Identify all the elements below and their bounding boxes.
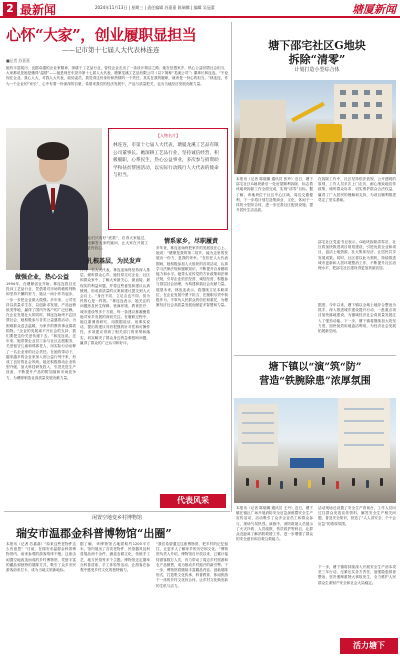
column-divider (231, 22, 232, 512)
right-top-headline-2: 拆除“清零” (288, 53, 346, 66)
page-number: 2 (3, 2, 17, 16)
lead-column-2-top: 了企业们只有好“底数”，后得大家能过，林连连解答大家的疑问，让大家在开展工作中更有信心。 (80, 236, 148, 250)
bottom-column-1: 本报讯（记者 苏嘉嘉）“原来这些老物件这么有意思！”日前，在瑞安市温郡金科普博物馆内，前来参观的游客络绎不绝。这座由闲置空地改造而成的乡村博物馆，凭借丰富的藏品和独特的展陈方式，吸引了众多市民游客前来打卡，成为当地文旅新地标。 (6, 542, 76, 573)
bottom-headline: 瑞安市温郡金科普博物馆“出圈” (16, 527, 172, 540)
right-mid-column-2a: 活动现场还设置了安全生产咨询台，工作人员向过往群众发放宣传资料，解答安全生产相关问题，普及安全知识，营造了“人人讲安全、个个会应急”的浓厚氛围。 (318, 506, 396, 526)
issue-meta: 2024年11月13日 | 星期三 | 责任编辑 苏嘉嘉 陈瑞娜 | 编辑 吴冠蕾 (95, 5, 215, 10)
drill-photo (234, 398, 396, 503)
profile-card-text: 林连连，市第十七届人大代表，塘厦龙溪工艺品有限公司董事长。她深耕工艺品行业，坚持诚信经营，积极履职，心系民生，热心公益事业，多次参与捐资助学和扶贫帮困活动，以实际行动践行人大代表的使命与担当。 (113, 143, 219, 178)
right-top-column-2c: 据悉，今年以来，塘下镇以全域土地综合整治为抓手，深入推进城乡建设提升行动，一批重点项目加快落地建设，为镇域经济社会高质量发展注入了强劲动能。下一步，塘下镇将继续加大攻坚力度，加快低效用地盘活利用，为经济社会发展拓展新空间。 (318, 303, 396, 334)
right-top-headline-1: 塘下邵宅社区G地块 (268, 39, 366, 52)
lead-column-2: 作为一名人大代表，林连连始终坚持深入基层，倾听群众心声。她经常走访企业、社区和群众家中，了解大家最关心、最直接、最现实的利益问题，并将这些意见和建议认真梳理，形成高质量的议案和建议提交到人大会议上。“身在不同，立足点也不同，但为民的心是一样的。”林连连表示，她关注的问题涉及民生保障、营商环境、教育医疗、城市建设等多个方面，每一条建议都凝聚着她对家乡发展的深切关注。在履职过程中，她注重调查研究，用数据说话，用事实说话，提出的建议具有很强的针对性和可操作性，多项建议得到了相关部门的采纳和落实，切实解决了群众身边的急难愁盼问题，赢得了群众的广泛认可和好评。 (80, 268, 150, 345)
masthead-logo: 塘厦新闻 (352, 3, 396, 16)
right-divider (234, 355, 396, 356)
section-name: 最新闻 (20, 3, 57, 17)
lead-subtitle: ——记市第十七届人大代表林连连 (62, 46, 160, 54)
right-top-column-1: 本报讯（记者 陈瑞娜 通讯员 张玲）近日，塘下邵宅社区G地块最后一处房屋顺利拆除，标志着该地块拆除工作全面完成，实现“清零”目标。据了解，该地块位于社区中心区域，周边交通便利，下一步将计划打造集商业、文化、休闲于一体的小型综合体，进一步完善社区配套设施，提升居民生活品质。 (236, 177, 313, 213)
right-top-column-2b: 邵宅社区党委书记表示，G地块拆除清零后，社区将加快推进项目规划建设，引进优质企业和项目，盘活土地资源，壮大集体经济，让居民共享发展成果。同时，社区将以此为契机，持续推进城市更新和人居环境整治工作，不断提升社区治理水平，把邵宅社区建设得更加美丽宜居。 (318, 240, 396, 271)
right-mid-headline-2: 营造“铁腕除患”浓厚氛围 (259, 376, 371, 387)
bottom-divider (4, 511, 230, 512)
tag-vibrant-tangxia: 活力塘下 (340, 638, 398, 654)
section-heading-1: 做强企业，热心公益 (15, 274, 70, 281)
lead-byline: ■记者 苏嘉嘉 (6, 58, 30, 63)
right-top-subtitle: 计划打造小型综合体 (294, 67, 340, 73)
section-heading-2: 扎根基层，为民发声 (87, 258, 142, 265)
lead-column-1: 1994年，在塘厦创业开始，林连连将目光投向工艺品行业，凭借着对市场的敏锐判断和坚持不懈的努力，她从一间小作坊起步，一步一步把企业做大做强。多年来，公司坚持以质量求生存，以创新求发展，产品远销欧美等地，赢得了国内外客户的广泛信赖。在企业发展壮大的同时，林连连始终不忘回馈社会，她积极参与各类公益慈善活动，为困难群众送去温暖，为家乡的教育事业捐款捐物。“企业的发展离不开社会的支持，我们要把这份关爱传递下去。”林连连说。近年来，她带领企业员工参与社区志愿服务，关爱留守儿童和孤寡老人，用实际行动诠释了一名企业家的社会责任。在她的带动下，越来越多的企业家加入到公益行列中来，形成了良好的社会风尚。她还积极推动企业转型升级，加大科技研发投入，引进先进生产设备，不断提升产品的附加值和市场竞争力，为塘厦制造业高质量发展贡献力量。 (6, 282, 76, 380)
bottom-column-2: 据了解，该博物馆占地面积约1200平方米，馆内展出了各类老物件、民俗器具及科普展品两千余件，涵盖农耕文化、传统手工艺、地方民俗等多个主题。博物馆还定期举办科普讲座、手工体验等活动，让游客在参观中感受乡村文化的独特魅力。 (80, 542, 150, 573)
section-heading-3: 情系家乡，尽职履责 (164, 238, 219, 245)
lead-intro: 她有丰富阅历，也据卓越的企业家精神，深耕于工艺品行业，曾经企业走出了一条设计简洁之路；她在信感家乡，热心公益回馈社会担当，大家都说是她是懂得“温情”——她是现任东莞市第十七届人大代表、塘厦龙溪工艺品有限公司（以下简称“龙溪公司”）董事长林连连。“不论现在企业，我心人大，对我人大代表，政协委员，我觉得这份身份和热情的一个责任，其实在我的履职，就该是一份心的担当。”林连连，作为一个企业的“家长”，心中有着一份深深的自豪，希望来我们的经济发展中，产品与质量把关，也为当地经济发展贡献力量。 (6, 66, 228, 86)
lead-column-3: 多年来，林连连始终把家乡的发展放在心上。她说：“塘厦是我的第二故乡，能为这里的发展出一份力，是我的荣幸。”在担任人大代表期间，她积极参加人大组织的各项活动，认真学习法律法规和履职知识，不断提升自身履职能力和水平。她带头宣传党的方针政策和法律法规，引导企业依法经营、诚信经营，积极参与基层社会治理，为构建和谐社会贡献力量。展望未来，林连连表示，将继续立足本职岗位，在企业发展中勇于担当、在履职尽责中积极作为，不辜负人民群众的信任和重托，为塘厦经济社会高质量发展贡献更多智慧和力量。 (156, 246, 228, 308)
right-mid-column-2b: 下一步，塘下镇将持续深入开展安全生产治本攻坚三年行动，压紧压实各方责任，加强隐患排查整治，坚决遏制重特大事故发生，全力维护人民群众生命财产安全和社会大局稳定。 (318, 565, 396, 585)
bottom-column-3: “我们希望通过这座博物馆，把乡村的记忆留住，让更多人了解家乡的历史和文化。”博物馆负责人介绍，博物馆自开放以来，已累计接待游客数万人次，有力带动了周边乡村旅游和农产品销售，成为推动乡村振兴的新引擎。下一步，博物馆将继续丰富藏品内容，创新展陈形式，打造集文化传承、科普教育、休闲旅游于一体的乡村文化综合体，让乡村文化焕发新的生机与活力。 (156, 542, 228, 588)
right-mid-headline-1: 塘下镇以“演”筑“防” (268, 362, 362, 373)
right-mid-column-1: 本报讯（记者 陈瑞娜 通讯员 王丹）近日，塘下镇在镇区广场开展消防安全应急演练暨安全生产宣传活动，活动吸引了众多企业员工和群众参与，现场气氛热烈。演练中，消防救援人员展示了火灾扑救、人员疏散、伤员救护等科目，让群众近距离了解消防救援工作，进一步增强了群众的安全意识和自救互救能力。 (236, 506, 313, 542)
profile-card-label: 【人物名片】 (156, 133, 180, 138)
profile-card (108, 128, 228, 230)
demolition-photo (234, 80, 396, 174)
page-header (0, 0, 400, 18)
tag-representative-style: 代表风采 (160, 494, 226, 508)
lead-headline: 心怀“大家”，创业履职显担当 (6, 26, 197, 44)
right-top-column-2a: 在拆除工作中，社区坚持依法依规、公开透明的原则，工作人员多次上门走访，耐心细致地宣传政策，倾听群众诉求，切实维护群众合法权益，赢得了广大居民的理解和支持，为项目顺利推进奠定了坚实基础。 (318, 177, 396, 202)
bottom-kicker: 闲置空地变乡村博物馆 (92, 515, 143, 521)
